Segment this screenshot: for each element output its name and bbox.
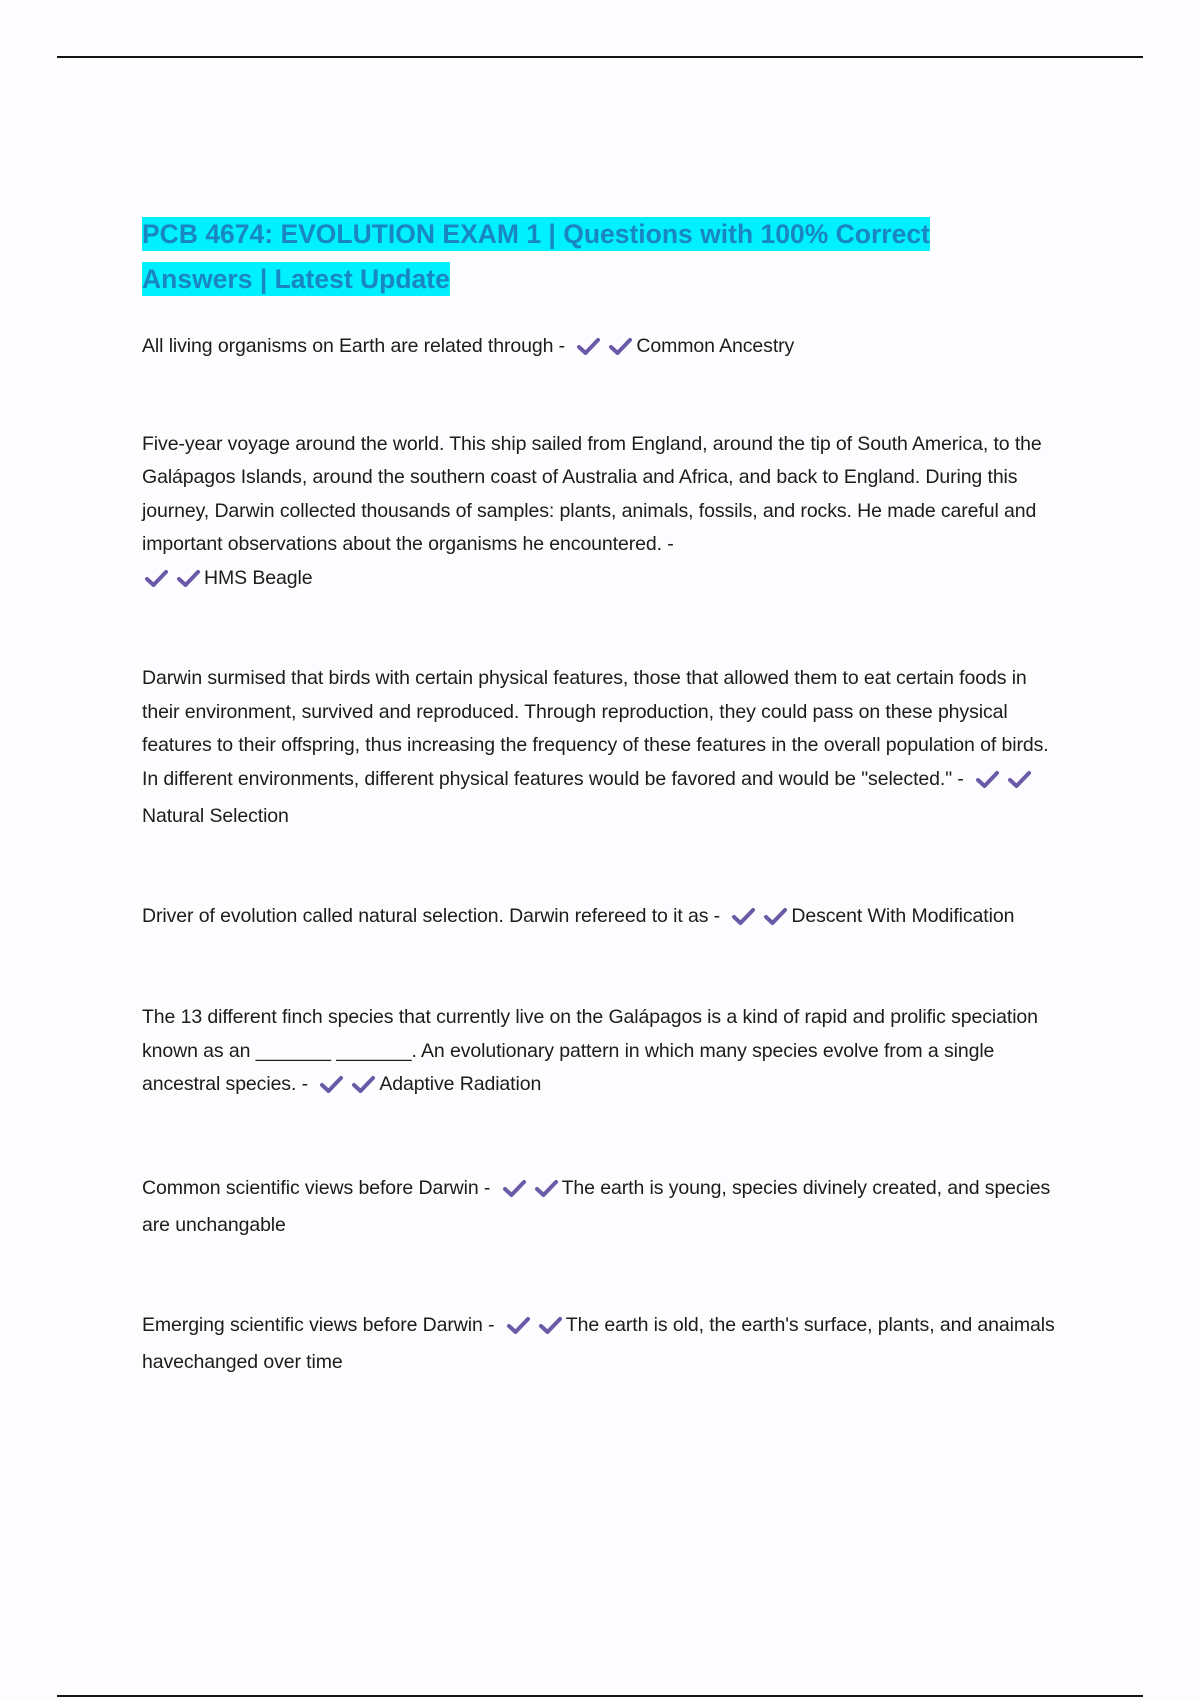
- header-rule: [57, 56, 1143, 58]
- double-check-icon: [975, 767, 1032, 801]
- question-text: Five-year voyage around the world. This ship sailed from England, around the tip of South America, to the Galápagos Islands, around the southern coast of Australia and Africa, and back to England. During this journey, Darwin collected thousands of samples: plants, animals, fossils, and rocks. He made careful and important observations about the organisms he encountered. -: [142, 432, 1042, 555]
- qa-item-4: [142, 900, 1062, 938]
- question-text: Emerging scientific views before Darwin -: [142, 1313, 495, 1336]
- qa-item-1: [142, 330, 1062, 368]
- question-text: All living organisms on Earth are related through -: [142, 335, 566, 357]
- answer-text: HMS Beagle: [204, 566, 313, 589]
- double-check-icon: [576, 334, 633, 368]
- answer-text: Adaptive Radiation: [379, 1073, 542, 1095]
- title-line-2: Answers | Latest Update: [142, 264, 450, 294]
- answer-text: The earth is old, the earth's surface, plants, and anaimals havechanged over time: [142, 1313, 1055, 1373]
- qa-item-6: [142, 1172, 1062, 1243]
- qa-item-3: [142, 662, 1062, 834]
- qa-item-7: [142, 1309, 1062, 1380]
- qa-item-5: [142, 1001, 1062, 1106]
- title-line-1: PCB 4674: EVOLUTION EXAM 1 | Questions with 100% Correct: [142, 219, 930, 249]
- footer-rule: [57, 1695, 1143, 1697]
- answer-text: Descent With Modification: [791, 904, 1015, 927]
- question-text: Common scientific views before Darwin -: [142, 1176, 491, 1199]
- double-check-icon: [319, 1072, 376, 1106]
- document-body: [142, 212, 1062, 1380]
- double-check-icon: [731, 904, 788, 938]
- question-text: Driver of evolution called natural selection. Darwin refereed to it as -: [142, 904, 721, 927]
- answer-text: Common Ancestry: [636, 335, 795, 357]
- double-check-icon: [144, 566, 201, 600]
- qa-item-2: [142, 428, 1062, 600]
- answer-text: The earth is young, species divinely created, and species are unchangable: [142, 1176, 1051, 1236]
- double-check-icon: [506, 1313, 563, 1347]
- question-text: Darwin surmised that birds with certain physical features, those that allowed them to eat certain foods in their environment, survived and reproduced. Through reproduction, they could pass on these physical features to their offspring, thus increasing the frequency of these features in the overall population of birds. In different environments, different physical features would be favored and would be "selected." -: [142, 667, 1049, 790]
- answer-text: Natural Selection: [142, 805, 289, 827]
- document-title: [142, 212, 1062, 302]
- double-check-icon: [502, 1176, 559, 1210]
- question-text: The 13 different finch species that currently live on the Galápagos is a kind of rapid and prolific speciation known as an _______ _______. An evolutionary pattern in which many species evolve from a single ancestral species. -: [142, 1006, 1038, 1095]
